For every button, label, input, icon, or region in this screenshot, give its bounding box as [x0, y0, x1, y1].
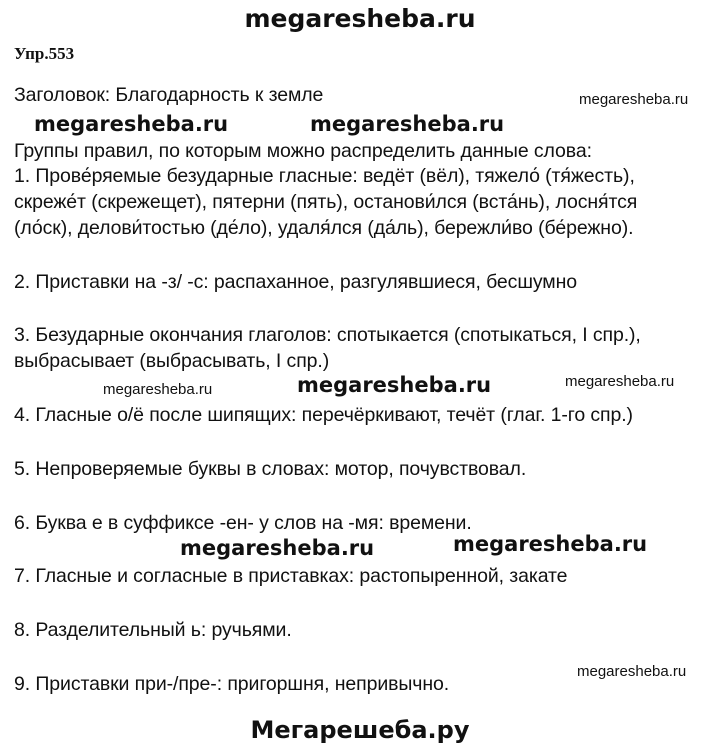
rule-1-line-3: (ло́ск), делови́тостью (де́ло), удаля́лся (да́ль), бережли́во (бе́режно).	[14, 217, 634, 239]
watermark-small: megaresheba.ru	[103, 381, 213, 398]
rule-5: 5. Непроверяемые буквы в словах: мотор, почувствовал.	[14, 458, 527, 480]
watermark-small: megaresheba.ru	[579, 91, 689, 108]
rule-6: 6. Буква е в суффиксе -ен- у слов на -мя: времени.	[14, 512, 472, 534]
site-title: megaresheba.ru	[244, 4, 476, 33]
watermark-big: megaresheba.ru	[310, 112, 505, 136]
watermark-big: megaresheba.ru	[180, 536, 375, 560]
rule-9: 9. Приставки при-/пре-: пригоршня, непривычно.	[14, 673, 450, 695]
rule-4: 4. Гласные о/ё после шипящих: перечёркивают, течёт (глаг. 1-го спр.)	[14, 404, 633, 426]
rule-8: 8. Разделительный ь: ручьями.	[14, 619, 292, 641]
watermark-big: megaresheba.ru	[34, 112, 229, 136]
watermark-small: megaresheba.ru	[565, 373, 675, 390]
footer-site: Мегарешеба.ру	[250, 716, 470, 744]
groups-intro: Группы правил, по которым можно распределить данные слова:	[14, 140, 592, 162]
rule-1-line-1: 1. Прове́ряемые безударные гласные: ведёт (вёл), тяжело́ (тя́жесть),	[14, 165, 635, 187]
rule-3-line-2: выбрасывает (выбрасывать, I спр.)	[14, 350, 330, 372]
rule-1-line-2: скреже́т (скрежещет), пятерни (пять), останови́лся (вста́нь), лосня́тся	[14, 191, 638, 213]
watermark-small: megaresheba.ru	[577, 663, 687, 680]
watermark-big: megaresheba.ru	[453, 532, 648, 556]
exercise-number: Упр.553	[14, 44, 75, 63]
rule-3-line-1: 3. Безударные окончания глаголов: спотыкается (спотыкаться, I спр.),	[14, 324, 641, 346]
heading-line: Заголовок: Благодарность к земле	[14, 84, 324, 106]
rule-7: 7. Гласные и согласные в приставках: растопыренной, закате	[14, 565, 568, 587]
rule-2: 2. Приставки на -з/ -с: распаханное, разгулявшиеся, бесшумно	[14, 271, 578, 293]
watermark-big: megaresheba.ru	[297, 373, 492, 397]
